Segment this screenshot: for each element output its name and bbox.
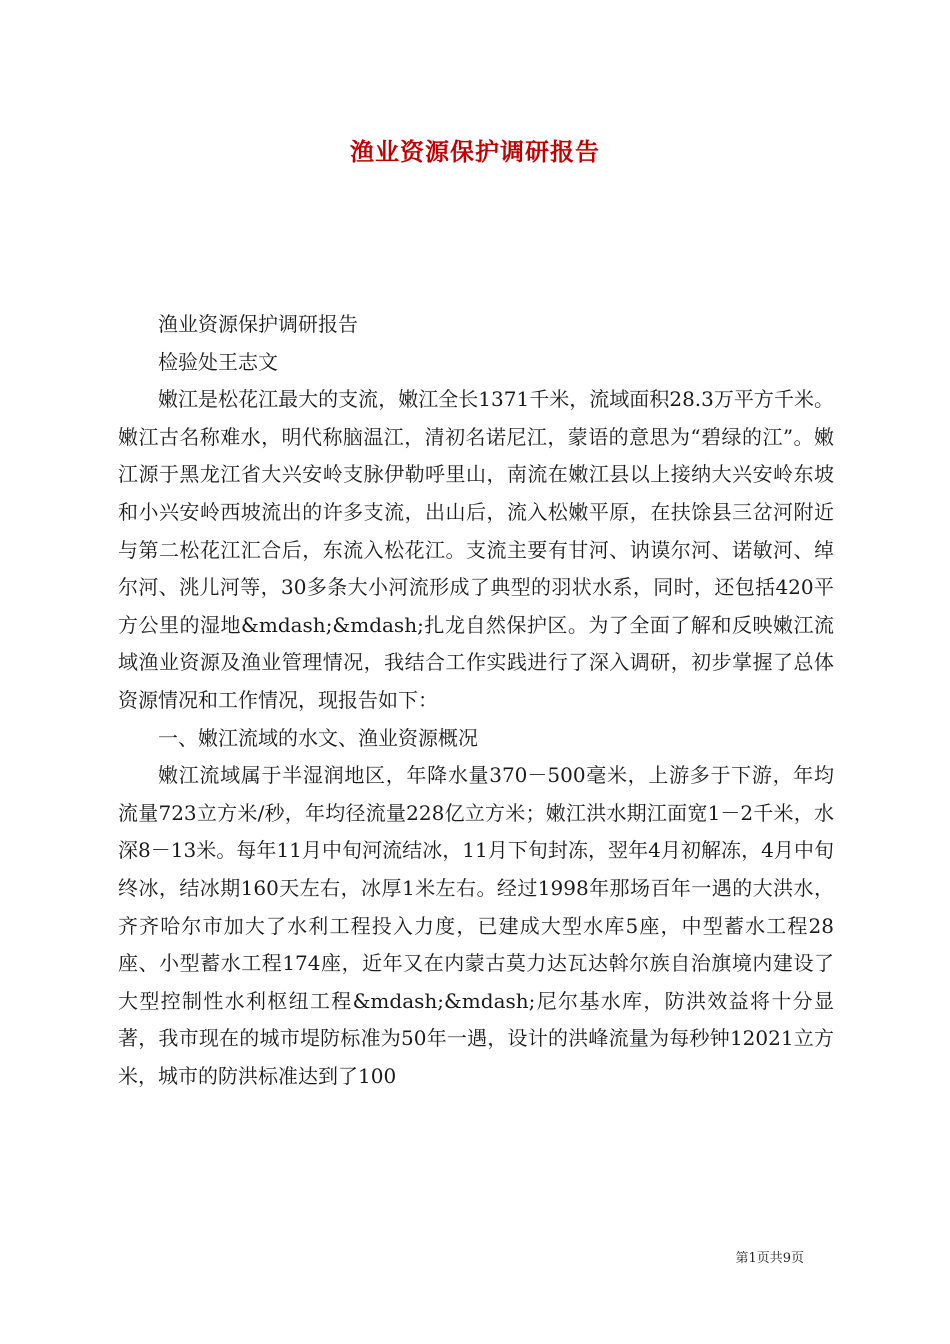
body-paragraph-intro: 嫩江是松花江最大的支流，嫩江全长1371千米，流域面积28.3万平方千米。嫩江古名称难水，明代称脑温江，清初名诺尼江，蒙语的意思为“碧绿的江”。嫩江源于黑龙江省大兴安岭支脉伊勒呼里山，南流在嫩江县以上接纳大兴安岭东坡和小兴安岭西坡流出的许多支流，出山后，流入松嫩平原，在扶馀县三岔河附近与第二松花江汇合后，东流入松花江。支流主要有甘河、讷谟尔河、诺敏河、绰尔河、洮儿河等，30多条大小河流形成了典型的羽状水系，同时，还包括420平方公里的湿地&mdash;&mdash;扎龙自然保护区。为了全面了解和反映嫩江流域渔业资源及渔业管理情况，我结合工作实践进行了深入调研，初步掌握了总体资源情况和工作情况，现报告如下： xyxy=(118,387,834,712)
body-paragraph-hydrology: 嫩江流域属于半湿润地区，年降水量370－500毫米，上游多于下游，年均流量723立方米/秒，年均径流量228亿立方米；嫩江洪水期江面宽1－2千米，水深8－13米。每年11月中旬河流结冰，11月下旬封冻，翌年4月初解冻，4月中旬终冰，结冰期160天左右，冰厚1米左右。经过1998年那场百年一遇的大洪水，齐齐哈尔市加大了水利工程投入力度，已建成大型水库5座，中型蓄水工程28座、小型蓄水工程174座，近年又在内蒙古莫力达瓦达斡尔族自治旗境内建设了大型控制性水利枢纽工程&mdash;&mdash;尼尔基水库，防洪效益将十分显著，我市现在的城市堤防标准为50年一遇，设计的洪峰流量为每秒钟12021立方米，城市的防洪标准达到了100 xyxy=(118,763,834,1088)
page-footer: 第1页共9页 xyxy=(735,1251,804,1266)
body-paragraph-heading: 渔业资源保护调研报告 xyxy=(158,312,358,336)
body-paragraph-author: 检验处王志文 xyxy=(158,349,278,374)
document-title: 渔业资源保护调研报告 xyxy=(350,137,600,166)
section-heading-1: 一、嫩江流域的水文、渔业资源概况 xyxy=(158,725,478,750)
document-body xyxy=(118,306,834,1095)
